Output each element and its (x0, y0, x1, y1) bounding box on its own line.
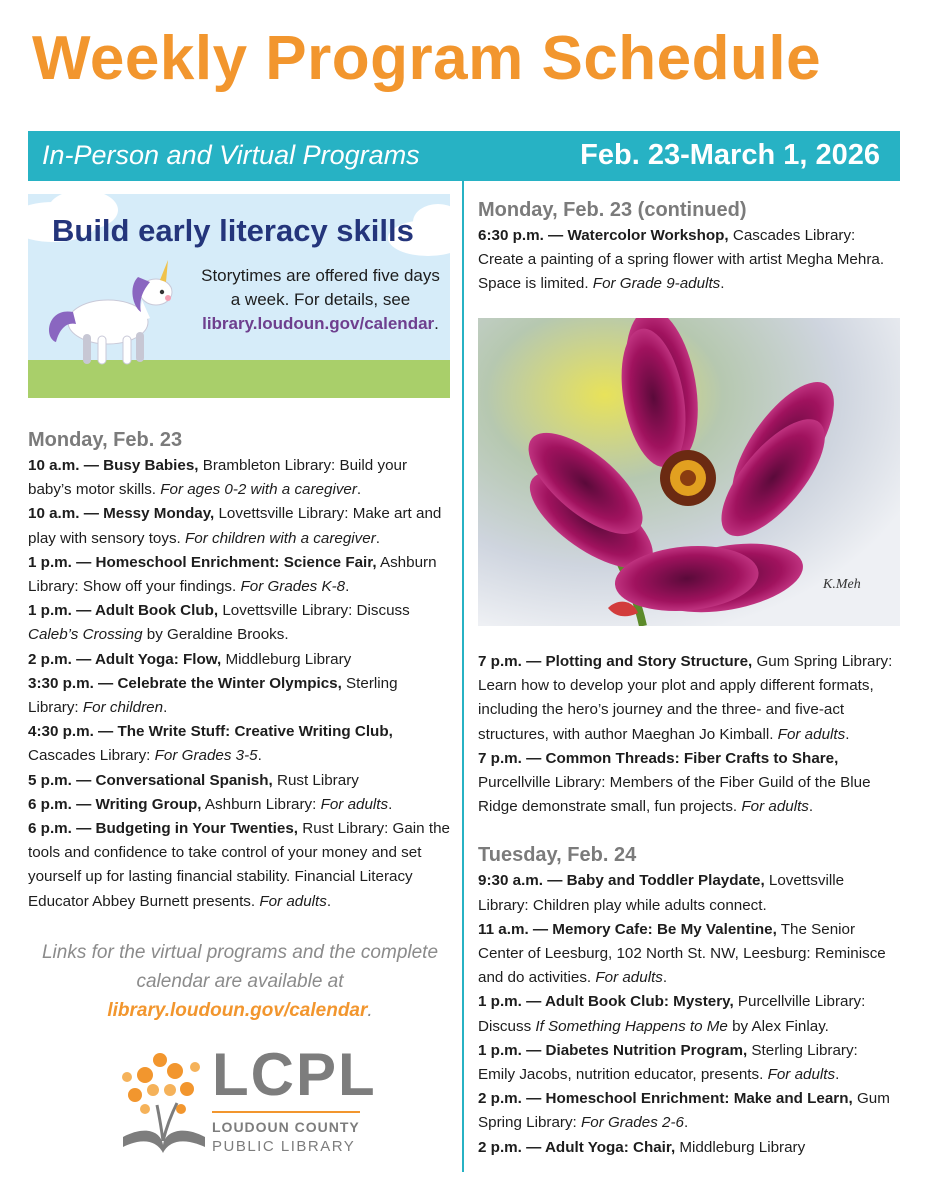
event-audience: For adults (595, 969, 663, 987)
tree-book-icon (115, 1045, 210, 1160)
flower-painting-image (478, 318, 900, 626)
event-details: Gum Spring Library: (478, 1090, 890, 1132)
event-audience: For children with a caregiver (185, 529, 376, 547)
event-title: 9:30 a.m. — Baby and Toddler Playdate, (478, 872, 765, 890)
event-item (28, 648, 450, 672)
lcpl-logo (115, 1041, 377, 1160)
event-end: . (808, 798, 814, 816)
storytime-calendar-link[interactable]: library.loudoun.gov/calendar (202, 314, 435, 333)
logo-wordmark: LCPL (212, 1041, 377, 1108)
event-item (478, 1039, 898, 1087)
column-divider (462, 181, 464, 1172)
event-item (28, 551, 450, 599)
logo-county: LOUDOUN COUNTY (212, 1119, 360, 1135)
links-note-end: . (367, 1000, 373, 1021)
day-heading-monday-continued: Monday, Feb. 23 (continued) (478, 199, 747, 221)
event-end: . (163, 699, 168, 717)
virtual-links-note (30, 938, 450, 1025)
event-audience: For children (82, 699, 164, 717)
event-audience: For adults (259, 892, 327, 910)
page-title: Weekly Program Schedule (32, 24, 822, 93)
event-details: Rust Library (272, 771, 359, 789)
event-end: . (375, 529, 380, 547)
banner-subtitle: In-Person and Virtual Programs (42, 140, 420, 170)
painting-signature: K.Meh (823, 577, 861, 592)
event-title: 4:30 p.m. — The Write Stuff: Creative Writing Club, (28, 723, 393, 741)
event-details: Cascades Library: Create a painting of a spring flower with artist Megha Mehra. Space is limited. (478, 227, 885, 293)
event-title: 7 p.m. — Common Threads: Fiber Crafts to Share, (478, 749, 839, 767)
event-audience: For adults (741, 798, 809, 816)
storytime-body: Storytimes are offered five days a week. For details, see (201, 266, 440, 309)
event-title: 6 p.m. — Budgeting in Your Twenties, (28, 820, 299, 838)
event-title: 1 p.m. — Adult Book Club: Mystery, (478, 993, 734, 1011)
event-details: Sterling Library: Emily Jacobs, nutrition educator, presents. (478, 1041, 858, 1084)
event-end: . (835, 1066, 840, 1084)
event-end: . (257, 747, 262, 765)
monday-continued-schedule (478, 196, 898, 297)
event-end: . (345, 578, 350, 596)
event-title: 2 p.m. — Adult Yoga: Chair, (478, 1138, 676, 1156)
event-details: Lovettsville Library: Make art and play with sensory toys. (28, 505, 442, 547)
event-title: 7 p.m. — Plotting and Story Structure, (478, 653, 753, 670)
event-details: Middleburg Library (221, 650, 352, 668)
storytime-suffix: . (434, 314, 439, 333)
header-banner (28, 131, 900, 181)
event-end: . (662, 969, 668, 987)
event-title: 6:30 p.m. — Watercolor Workshop, (478, 227, 729, 244)
storytime-text (198, 264, 443, 336)
event-end: . (683, 1114, 689, 1132)
links-note-text: Links for the virtual programs and the complete calendar are available at (41, 942, 439, 992)
monday-schedule (28, 426, 450, 914)
event-details: Lovettsville Library: Discuss (218, 602, 410, 620)
event-book-title: If Something Happens to Me (535, 1017, 728, 1035)
unicorn-icon (38, 252, 178, 372)
day-heading-monday: Monday, Feb. 23 (28, 429, 183, 451)
event-details: Lovettsville Library: Children play while adults connect. (478, 872, 845, 914)
event-title: 3:30 p.m. — Celebrate the Winter Olympics, (28, 674, 342, 692)
event-item (28, 720, 450, 768)
event-end: . (720, 275, 725, 293)
event-item (478, 1087, 898, 1135)
logo-rule (212, 1111, 360, 1113)
event-title: 6 p.m. — Writing Group, (28, 795, 202, 813)
event-item (28, 793, 450, 817)
event-item (28, 502, 450, 550)
event-title: 5 p.m. — Conversational Spanish, (28, 771, 273, 789)
event-details: Purcellville Library: Discuss (478, 993, 866, 1035)
event-item (28, 672, 450, 720)
event-details-rest: by Geraldine Brooks. (142, 626, 289, 644)
watercolor-flower-painting (478, 318, 900, 626)
event-end: . (356, 481, 362, 499)
event-details: Ashburn Library: Show off your findings. (28, 553, 437, 596)
event-item (28, 817, 450, 914)
event-title: 1 p.m. — Adult Book Club, (28, 602, 219, 620)
event-audience: For ages 0-2 with a caregiver (160, 481, 357, 499)
monday-evening-event-list (478, 650, 898, 819)
event-item (478, 990, 898, 1038)
event-audience: For Grades 2-6 (580, 1114, 684, 1132)
event-title: 1 p.m. — Diabetes Nutrition Program, (478, 1041, 748, 1059)
event-book-title: Caleb’s Crossing (28, 626, 143, 644)
event-details: Sterling Library: (28, 674, 398, 717)
event-item (28, 769, 450, 793)
event-item (478, 918, 898, 991)
event-audience: For adults (320, 795, 389, 813)
logo-library: PUBLIC LIBRARY (212, 1138, 356, 1155)
event-title: 10 a.m. — Busy Babies, (28, 457, 199, 474)
event-details: Purcellville Library: Members of the Fiber Guild of the Blue Ridge demonstrate small, fun projects. (478, 774, 871, 816)
storytime-promo (28, 194, 450, 398)
event-title: 10 a.m. — Messy Monday, (28, 505, 215, 523)
event-title: 2 p.m. — Homeschool Enrichment: Make and Learn, (478, 1090, 853, 1108)
monday-event-list (28, 454, 450, 914)
event-title: 1 p.m. — Homeschool Enrichment: Science Fair, (28, 553, 377, 571)
event-details: Gum Spring Library: Learn how to develop your plot and apply different formats, including the hero’s journey and the three- and five-act structures, with author Maeghan Jo Kimball. (478, 653, 893, 743)
event-title: 2 p.m. — Adult Yoga: Flow, (28, 650, 222, 668)
event-item (478, 650, 898, 747)
monday-continued-event-list (478, 224, 898, 297)
event-details-rest: by Alex Finlay. (727, 1017, 829, 1035)
event-audience: For adults (777, 725, 846, 743)
event-end: . (388, 795, 393, 813)
tuesday-event-list (478, 869, 898, 1159)
event-end: . (845, 725, 850, 743)
event-details: Middleburg Library (675, 1138, 806, 1156)
event-details: Rust Library: Gain the tools and confidence to take control of your money and set yourself up for lasting financial stability. Financial Literacy Educator Abbey Burnett presents. (28, 820, 450, 910)
banner-date-range: Feb. 23-March 1, 2026 (580, 139, 880, 171)
event-item (478, 1136, 898, 1160)
event-audience: For Grades 3-5 (154, 747, 258, 765)
event-audience: For Grade 9-adults (592, 275, 721, 293)
storytime-heading: Build early literacy skills (52, 213, 414, 248)
event-item (28, 454, 450, 502)
event-details: The Senior Center of Leesburg, 102 North St. NW, Leesburg: Reminisce and do activities. (478, 920, 886, 987)
evening-and-tuesday-schedule (478, 650, 898, 1160)
event-item (478, 869, 898, 917)
event-item (478, 224, 898, 297)
event-details: Ashburn Library: (201, 795, 321, 813)
event-item (28, 599, 450, 647)
event-end: . (326, 892, 332, 910)
event-title: 11 a.m. — Memory Cafe: Be My Valentine, (478, 920, 777, 938)
links-note-calendar-link[interactable]: library.loudoun.gov/calendar (107, 1000, 368, 1021)
day-heading-tuesday: Tuesday, Feb. 24 (478, 844, 637, 867)
event-details: Brambleton Library: Build your baby’s motor skills. (28, 457, 408, 499)
event-details: Cascades Library: (28, 747, 155, 765)
event-audience: For adults (767, 1066, 836, 1084)
event-item (478, 747, 898, 820)
event-audience: For Grades K-8 (240, 578, 346, 596)
